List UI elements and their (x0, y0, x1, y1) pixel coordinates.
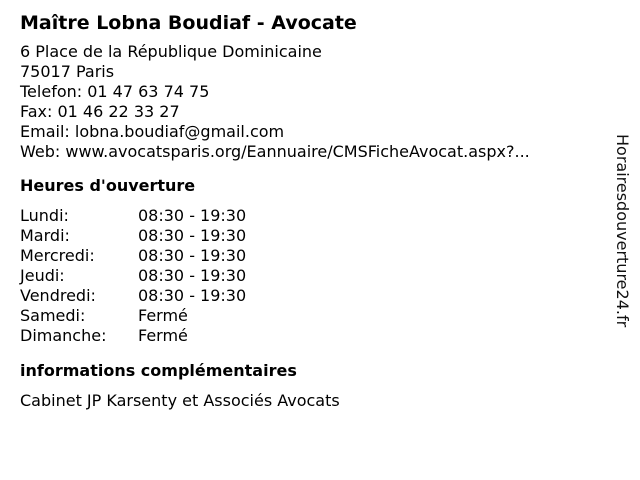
hours-table (20, 206, 600, 346)
day-label: Dimanche: (20, 326, 107, 345)
hours-value: 08:30 - 19:30 (138, 246, 247, 265)
hours-row-sunday (20, 326, 600, 346)
hours-row-saturday (20, 306, 600, 326)
info-text: Cabinet JP Karsenty et Associés Avocats (20, 391, 340, 410)
day-label: Jeudi: (20, 266, 65, 285)
hours-title: Heures d'ouverture (20, 176, 196, 195)
hours-value: 08:30 - 19:30 (138, 266, 247, 285)
page-title: Maître Lobna Boudiaf - Avocate (20, 12, 357, 34)
address-street: 6 Place de la République Dominicaine (20, 42, 322, 61)
day-label: Lundi: (20, 206, 69, 225)
hours-row-tuesday (20, 226, 600, 246)
hours-value: 08:30 - 19:30 (138, 226, 247, 245)
hours-row-monday (20, 206, 600, 226)
web-text: Web: www.avocatsparis.org/Eannuaire/CMSFicheAvocat.aspx?... (20, 142, 530, 161)
listing-card (20, 10, 600, 411)
hours-value: Fermé (138, 326, 188, 345)
hours-row-friday (20, 286, 600, 306)
day-label: Samedi: (20, 306, 86, 325)
fax-text: Fax: 01 46 22 33 27 (20, 102, 180, 121)
hours-value: 08:30 - 19:30 (138, 286, 247, 305)
hours-row-wednesday (20, 246, 600, 266)
address-city: 75017 Paris (20, 62, 115, 81)
site-watermark: Horairesdouverture24.fr (613, 134, 632, 328)
hours-value: Fermé (138, 306, 188, 325)
day-label: Mardi: (20, 226, 70, 245)
hours-value: 08:30 - 19:30 (138, 206, 247, 225)
phone-text: Telefon: 01 47 63 74 75 (20, 82, 210, 101)
contact-block (20, 42, 600, 162)
hours-row-thursday (20, 266, 600, 286)
day-label: Mercredi: (20, 246, 95, 265)
email-text: Email: lobna.boudiaf@gmail.com (20, 122, 285, 141)
day-label: Vendredi: (20, 286, 96, 305)
info-title: informations complémentaires (20, 361, 297, 380)
